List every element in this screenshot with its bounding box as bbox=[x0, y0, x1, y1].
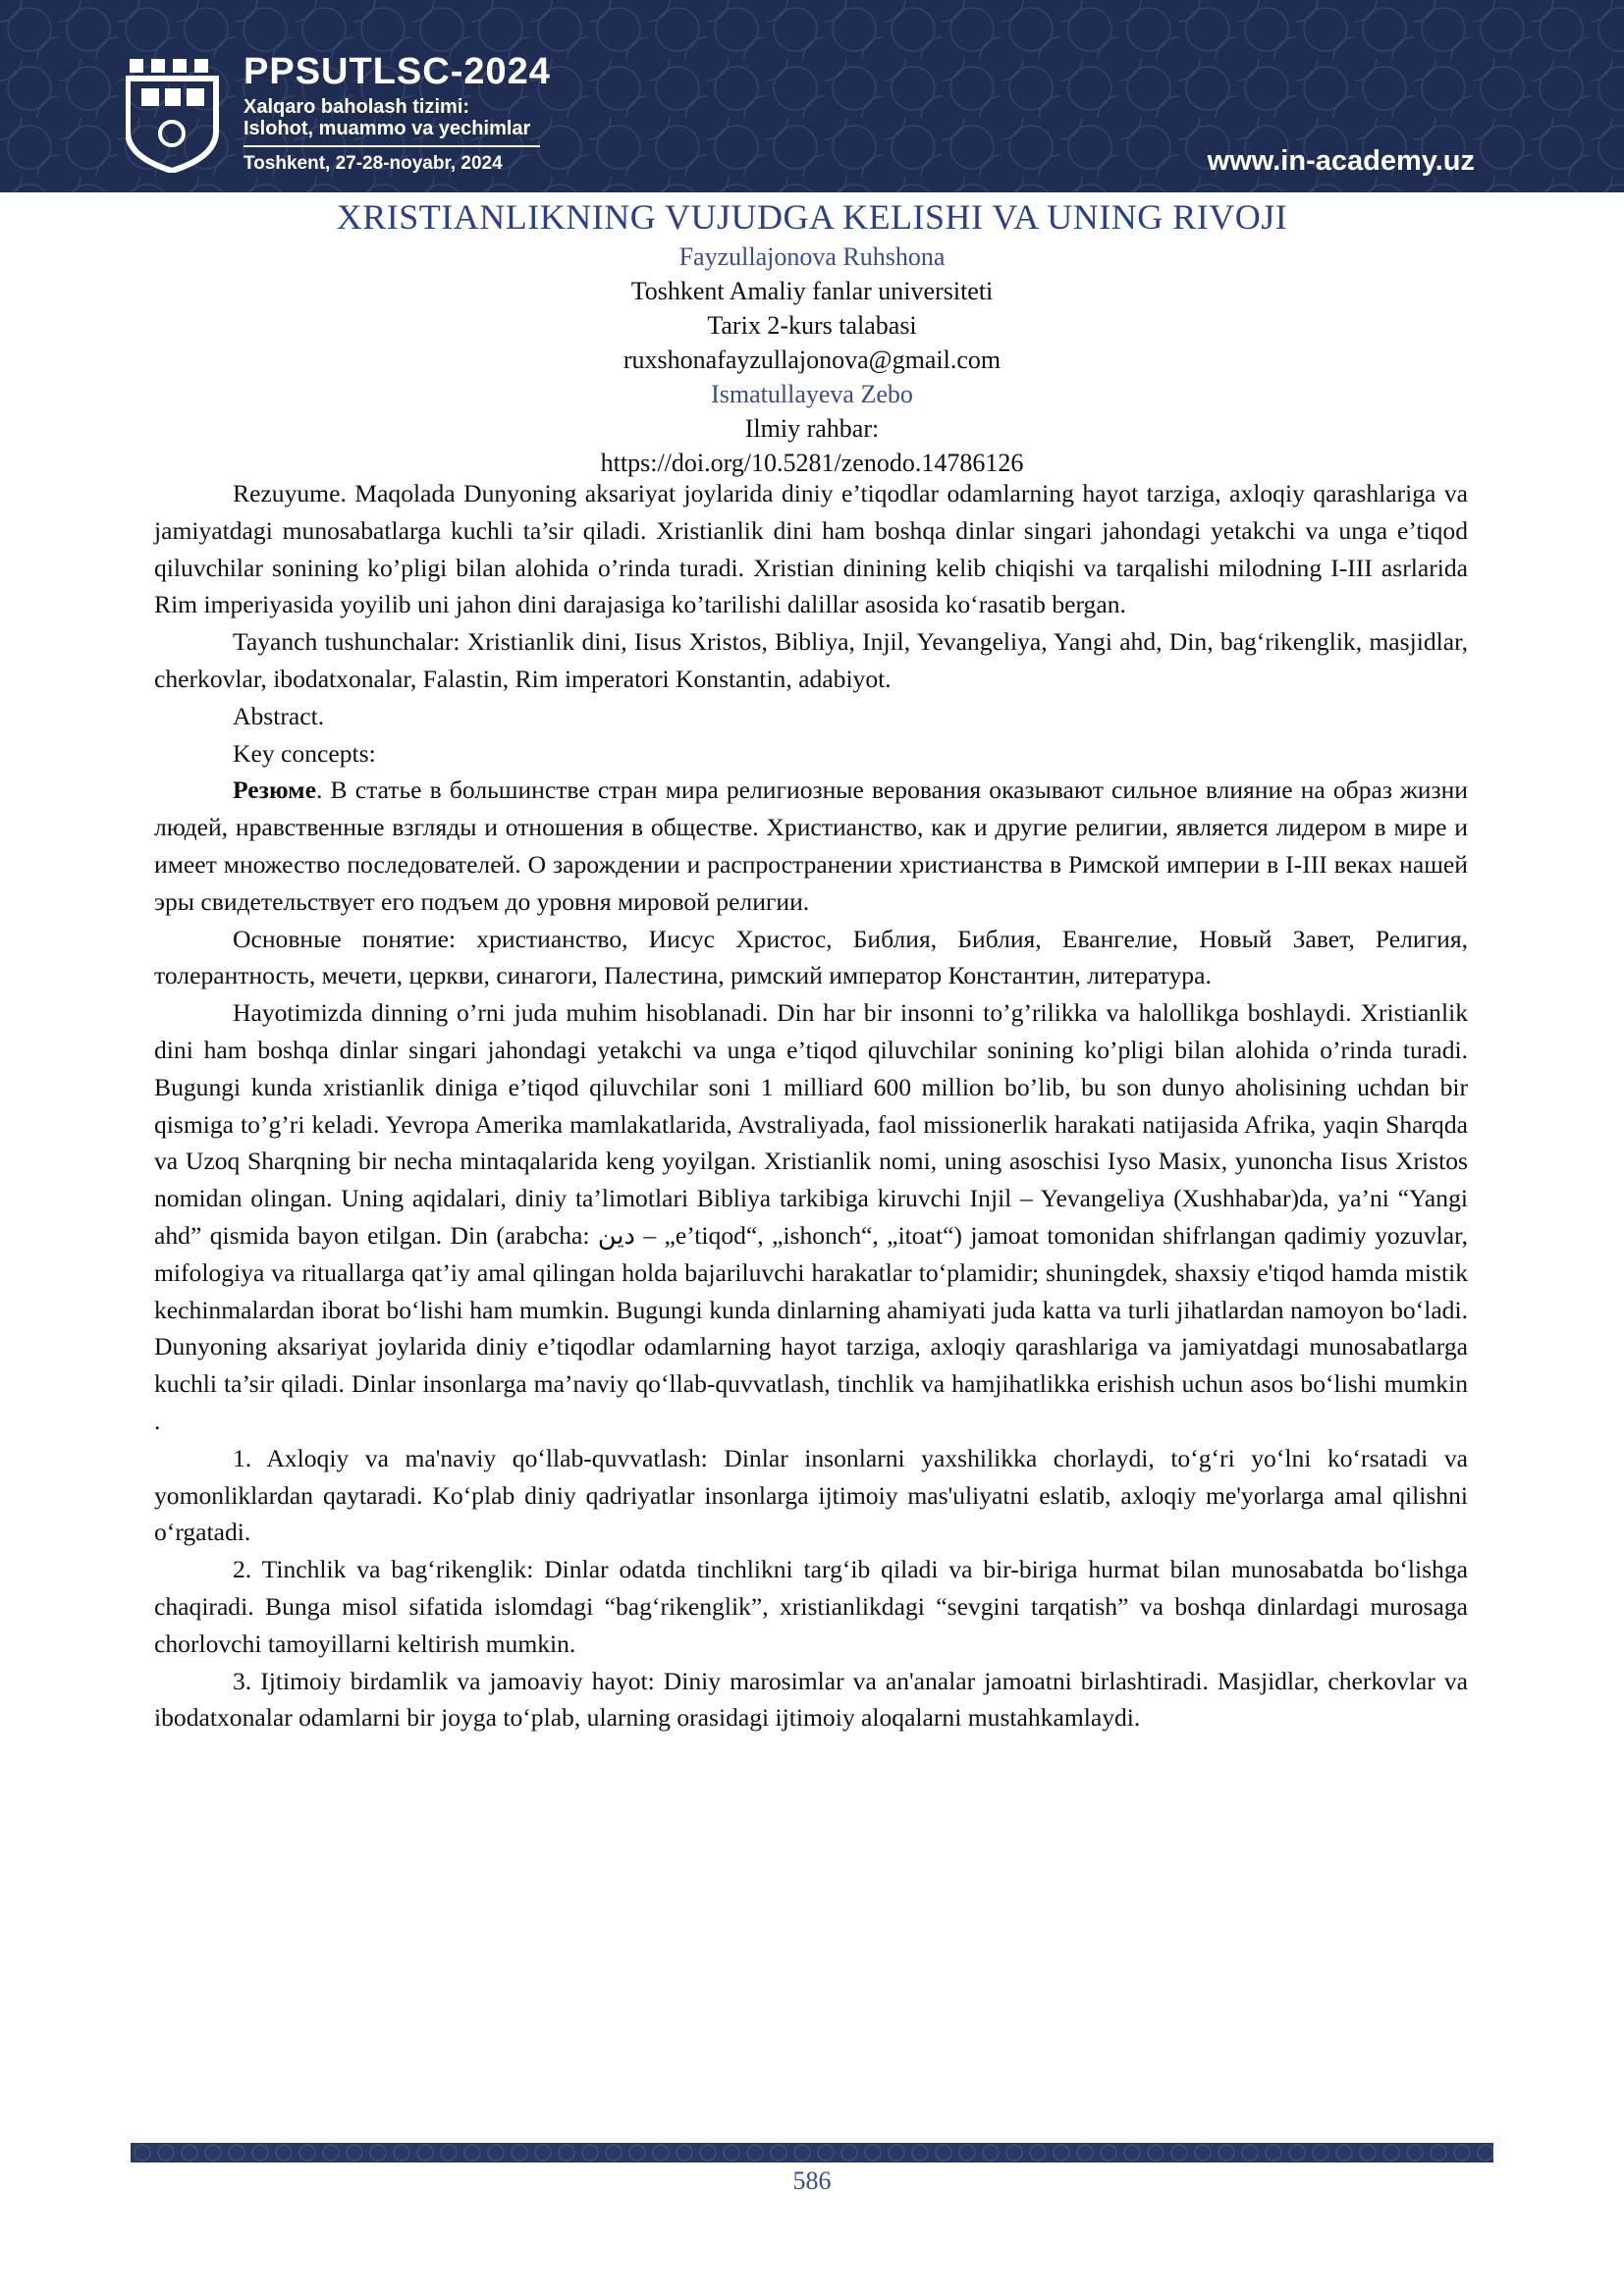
conference-place-date: Toshkent, 27-28-noyabr, 2024 bbox=[244, 153, 503, 174]
doi-link[interactable]: https://doi.org/10.5281/zenodo.14786126 bbox=[600, 449, 1024, 477]
article-header bbox=[0, 194, 1624, 480]
supervisor-name: Ismatullayeva Zebo bbox=[711, 380, 913, 408]
author-name: Fayzullajonova Ruhshona bbox=[678, 242, 946, 271]
main-paragraph: Hayotimizda dinning o’rni juda muhim hisoblanadi. Din har bir insonni to’g’rilikka va halollikga boshlaydi. Xristianlik dini ham boshqa dinlar singari jahondagi yetakchi va unga e’tiqod qiluvchilar sonining ko’pligi bilan alohida o’rinda turadi. Bugungi kunda xristianlik diniga e’tiqod qiluvchilar soni 1 milliard 600 million bo’lib, bu son dunyo aholisining uchdan bir qismiga to’g’ri keladi. Yevropa Amerika mamlakatlarida, Avstraliyada, faol missionerlik harakati natijasida Afrika, yaqin Sharqda va Uzoq Sharqning bir necha mintaqalarida keng yoyilgan. Xristianlik nomi, uning asoschisi Iyso Masix, yunoncha Iisus Xristos nomidan olingan. Uning aqidalari, diniy ta’limotlari Bibliya tarkibiga kiruvchi Injil – Yevangeliya (Xushhabar)da, ya’ni “Yangi ahd” qismida bayon etilgan. Din (arabcha: دين – „e’tiqod“, „ishonch“, „itoat“) jamoat tomonidan shifrlangan qadimiy yozuvlar, mifologiya va rituallarga qat’iy amal qilingan holda bajariluvchi harakatlar to‘plamidir; shuningdek, shaxsiy e'tiqod hamda mistik kechinmalardan iborat bo‘lishi ham mumkin. Bugungi kunda dinlarning ahamiyati juda katta va turli jihatlardan namoyon bo‘ladi. Dunyoning aksariyat joylarida diniy e’tiqodlar odamlarning hayot tarziga, axloqiy qarashlariga va jamiyatdagi munosabatlarga kuchli ta’sir qiladi. Dinlar insonlarga ma’naviy qo‘llab-quvvatlash, tinchlik va hamjihatlikka erishish uchun asos bo‘lishi mumkin . bbox=[154, 998, 1468, 1435]
author-affiliation: Toshkent Amaliy fanlar universiteti bbox=[630, 277, 994, 305]
rezyume-text: Maqolada Dunyoning aksariyat joylarida diniy e’tiqodlar odamlarning hayot tarziga, axloqiy qarashlariga va jamiyatdagi munosabatlarga kuchli ta’sir qiladi. Xristianlik dini ham boshqa dinlar singari jahondagi yetakchi va unga e’tiqod qiluvchilar sonining ko’pligi bilan alohida o’rinda turadi. Xristian dinining kelib chiqishi va tarqalishi milodning I-III asrlarida Rim imperiyasida yoyilib uni jahon dini darajasiga ko’tarilishi dalillar asosida ko‘rasatib bergan. bbox=[154, 479, 1468, 619]
ru-resume-paragraph bbox=[154, 772, 1468, 920]
conference-logo-icon bbox=[126, 55, 220, 173]
keywords-text: Xristianlik dini, Iisus Xristos, Bibliya, Injil, Yevangeliya, Yangi ahd, Din, bag‘rikenglik, masjidlar, cherkovlar, ibodatxonalar, Falastin, Rim imperatori Konstantin, adabiyot. bbox=[154, 627, 1469, 693]
page-number: 586 bbox=[792, 2166, 832, 2195]
list-item: 1. Axloqiy va ma'naviy qo‘llab-quvvatlash: Dinlar insonlarni yaxshilikka chorlaydi, to‘g‘ri yo‘lni ko‘rsatadi va yomonliklardan qaytaradi. Ko‘plab diniy qadriyatlar insonlarga ijtimoiy mas'uliyatni eslatib, axloqiy me'yorlarga amal qilishni o‘rgatadi. bbox=[154, 1443, 1468, 1547]
conference-subtitle bbox=[244, 96, 530, 139]
conference-title: PPSUTLSC-2024 bbox=[244, 51, 551, 92]
keywords-paragraph bbox=[154, 623, 1468, 698]
conference-subtitle-line2: Islohot, muammo va yechimlar bbox=[244, 118, 531, 139]
conference-subtitle-line1: Xalqaro baholash tizimi: bbox=[244, 96, 470, 118]
keywords-label: Tayanch tushunchalar: bbox=[233, 627, 460, 657]
footer-pattern bbox=[131, 2143, 1493, 2163]
banner-divider bbox=[244, 145, 540, 147]
rezyume-paragraph bbox=[154, 475, 1468, 623]
author-email[interactable]: ruxshonafayzullajonova@gmail.com bbox=[623, 346, 1001, 374]
ru-resume-label: Резюме bbox=[233, 775, 316, 805]
article-body bbox=[154, 475, 1468, 1736]
list-item: 3. Ijtimoiy birdamlik va jamoaviy hayot: Diniy marosimlar va an'analar jamoatni birlashtiradi. Masjidlar, cherkovlar va ibodatxonalar odamlarni bir joyga to‘plab, ularning orasidagi ijtimoiy aloqalarni mustahkamlaydi. bbox=[154, 1666, 1468, 1733]
abstract-label: Abstract. bbox=[233, 701, 325, 730]
rezyume-label: Rezuyume. bbox=[233, 479, 347, 507]
supervisor-role: Ilmiy rahbar: bbox=[744, 414, 880, 443]
list-item: 2. Tinchlik va bag‘rikenglik: Dinlar odatda tinchlikni targ‘ib qiladi va bir-biriga hurmat bilan munosabatda bo‘lishga chaqiradi. Bunga misol sifatida islomdagi “bag‘rikenglik”, xristianlikdagi “sevgini tarqatish” va boshqa dinlardagi murosaga chorlovchi tamoyillarni keltirish mumkin. bbox=[154, 1555, 1468, 1658]
key-concepts-label: Key concepts: bbox=[233, 738, 376, 768]
website-link[interactable]: www.in-academy.uz bbox=[1207, 145, 1475, 177]
ru-resume-text: . В статье в большинстве стран мира религиозные верования оказывают сильное влияние на образ жизни людей, нравственные взгляды и отношения в обществе. Христианство, как и другие религии, является лидером в мире и имеет множество последователей. О зарождении и распространении христианства в Римской империи в I-III веках нашей эры свидетельствует его подъем до уровня мировой религии. bbox=[154, 775, 1468, 916]
ru-concepts-paragraph: Основные понятие: христианство, Иисус Христос, Библия, Библия, Евангелие, Новый Завет, Религия, толерантность, мечети, церкви, синагоги, Палестина, римский император Константин, литература. bbox=[154, 924, 1468, 990]
conference-banner bbox=[0, 0, 1624, 192]
article-title: XRISTIANLIKNING VUJUDGA KELISHI VA UNING RIVOJI bbox=[336, 197, 1288, 237]
author-position: Tarix 2-kurs talabasi bbox=[707, 311, 917, 340]
